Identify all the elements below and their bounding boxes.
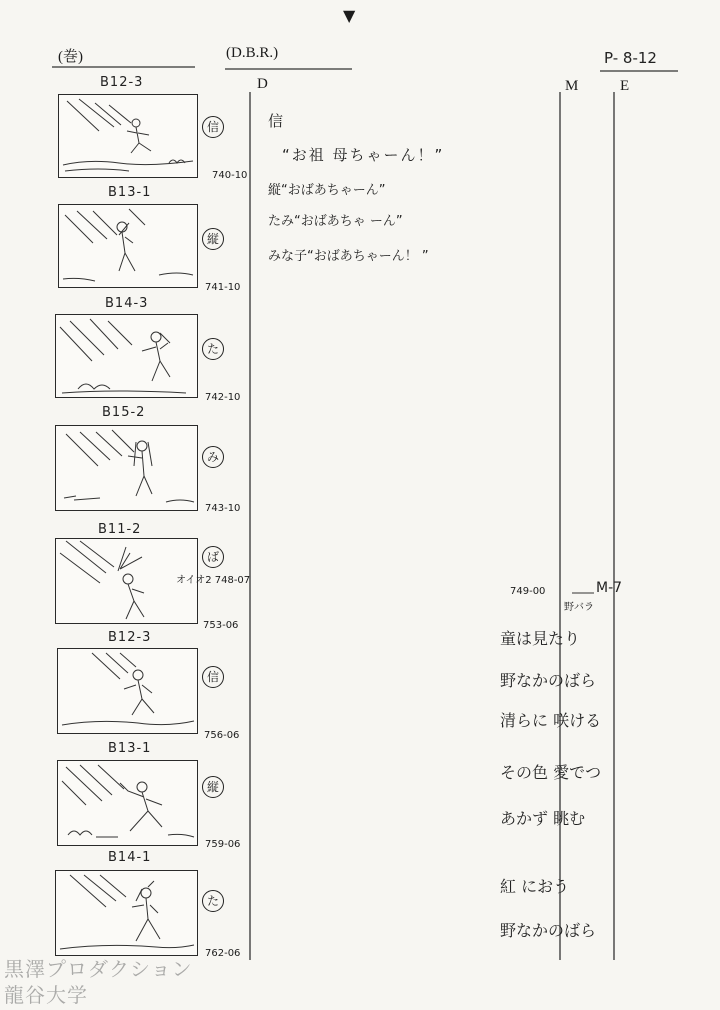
storyboard-sketch bbox=[59, 205, 197, 287]
cut-timecode: 756-06 bbox=[204, 730, 240, 741]
music-cue-title: 野バラ bbox=[564, 602, 594, 613]
column-m-header: M bbox=[565, 78, 579, 94]
speaker-badge: 縦 bbox=[202, 776, 224, 798]
dialogue-line: たみ“おばあちゃ ーん” bbox=[268, 214, 403, 229]
storyboard-panel bbox=[55, 425, 198, 511]
storyboard-sketch bbox=[58, 649, 197, 733]
cut-label: B13-1 bbox=[108, 185, 152, 200]
cut-timecode: 741-10 bbox=[205, 282, 241, 293]
storyboard-panel bbox=[57, 648, 198, 734]
music-cue-label: M-7 bbox=[596, 580, 623, 596]
speaker-badge: み bbox=[202, 446, 224, 468]
dbr-title: (D.B.R.) bbox=[226, 45, 279, 61]
watermark bbox=[4, 956, 193, 1008]
cut-timecode: 759-06 bbox=[205, 839, 241, 850]
lyric-line: 清らに 咲ける bbox=[500, 711, 602, 730]
cut-label: B12-3 bbox=[108, 630, 152, 645]
column-d-header: D bbox=[257, 76, 268, 92]
cut-timecode: 753-06 bbox=[203, 620, 239, 631]
storyboard-panel bbox=[55, 870, 198, 956]
lyric-line: 野なかのばら bbox=[500, 921, 597, 940]
watermark-line: 黒澤プロダクション bbox=[4, 957, 193, 981]
lyric-line: その色 愛でつ bbox=[500, 763, 602, 782]
cut-label: B15-2 bbox=[102, 405, 146, 420]
storyboard-sketch bbox=[59, 95, 197, 177]
storyboard-sketch bbox=[58, 761, 197, 845]
cut-side-note: オイオ2 748-07 bbox=[176, 575, 251, 586]
speaker-badge: ば bbox=[202, 546, 224, 568]
column-e-header: E bbox=[620, 78, 630, 94]
cut-timecode: 762-06 bbox=[205, 948, 241, 959]
storyboard-sketch bbox=[56, 426, 197, 510]
cut-label: B14-1 bbox=[108, 850, 152, 865]
dialogue-speaker: 信 bbox=[268, 112, 284, 130]
watermark-line: 龍谷大学 bbox=[4, 983, 88, 1007]
top-marker: ▼ bbox=[343, 6, 356, 25]
speaker-badge: 縦 bbox=[202, 228, 224, 250]
storyboard-sketch bbox=[56, 871, 197, 955]
lyric-line: 野なかのばら bbox=[500, 671, 597, 690]
cut-timecode: 740-10 bbox=[212, 170, 248, 181]
speaker-badge: た bbox=[202, 890, 224, 912]
speaker-badge: た bbox=[202, 338, 224, 360]
cut-label: B12-3 bbox=[100, 75, 144, 90]
storyboard-panel bbox=[58, 204, 198, 288]
cut-label: B13-1 bbox=[108, 741, 152, 756]
storyboard-panel bbox=[57, 760, 198, 846]
speaker-badge: 信 bbox=[202, 666, 224, 688]
storyboard-sketch bbox=[56, 315, 197, 397]
cut-timecode: 742-10 bbox=[205, 392, 241, 403]
dialogue-line: “お祖 母ちゃーん！” bbox=[282, 146, 445, 164]
cut-label: B14-3 bbox=[105, 296, 149, 311]
reel-label: (巻) bbox=[58, 49, 83, 65]
storyboard-panel bbox=[55, 314, 198, 398]
speaker-badge: 信 bbox=[202, 116, 224, 138]
dialogue-line: みな子“おばあちゃーん！ ” bbox=[268, 249, 429, 264]
music-cue-timecode: 749-00 bbox=[510, 586, 546, 597]
cut-timecode: 743-10 bbox=[205, 503, 241, 514]
lyric-line: 童は見たり bbox=[500, 629, 581, 648]
storyboard-panel bbox=[58, 94, 198, 178]
lyric-line: あかず 眺む bbox=[500, 809, 586, 828]
dialogue-line: 縦“おばあちゃーん” bbox=[268, 183, 386, 198]
lyric-line: 紅 におう bbox=[500, 877, 570, 896]
cut-label: B11-2 bbox=[98, 522, 142, 537]
page-number: P- 8-12 bbox=[604, 49, 657, 67]
